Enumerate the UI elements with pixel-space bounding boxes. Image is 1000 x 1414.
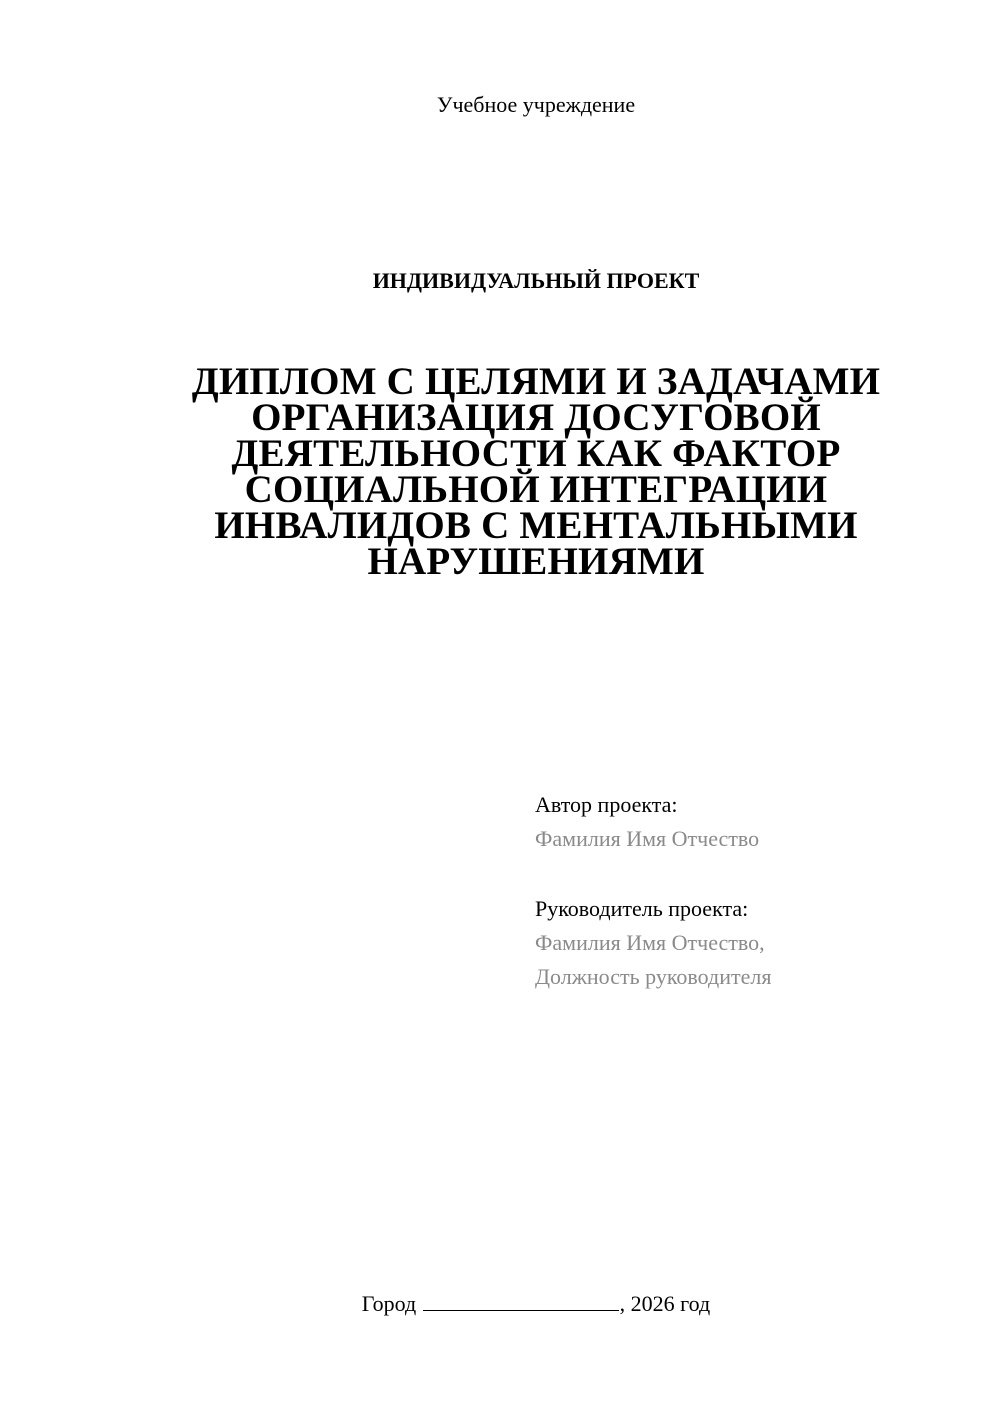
authors-block [535,788,975,994]
title-line: ДИПЛОМ С ЦЕЛЯМИ И ЗАДАЧАМИ [191,360,881,403]
document-title [150,360,922,583]
city-label: Город [361,1291,417,1316]
spacer [535,856,975,892]
institution-name: Учебное учреждение [436,92,636,117]
city-year-line [0,1289,1000,1319]
year-text: , 2026 год [619,1291,711,1316]
author-name: Фамилия Имя Отчество [535,826,760,851]
city-blank-line [423,1290,619,1311]
project-type-heading: ИНДИВИДУАЛЬНЫЙ ПРОЕКТ [372,268,700,293]
title-line: НАРУШЕНИЯМИ [367,540,705,583]
title-line: ИНВАЛИДОВ С МЕНТАЛЬНЫМИ [214,504,858,547]
title-line: ДЕЯТЕЛЬНОСТИ КАК ФАКТОР [231,432,841,475]
supervisor-position: Должность руководителя [535,964,772,989]
supervisor-label: Руководитель проекта: [535,896,749,921]
title-line: ОРГАНИЗАЦИЯ ДОСУГОВОЙ [251,396,821,439]
supervisor-name: Фамилия Имя Отчество, [535,930,765,955]
title-line: СОЦИАЛЬНОЙ ИНТЕГРАЦИИ [244,468,828,511]
author-label: Автор проекта: [535,792,678,817]
